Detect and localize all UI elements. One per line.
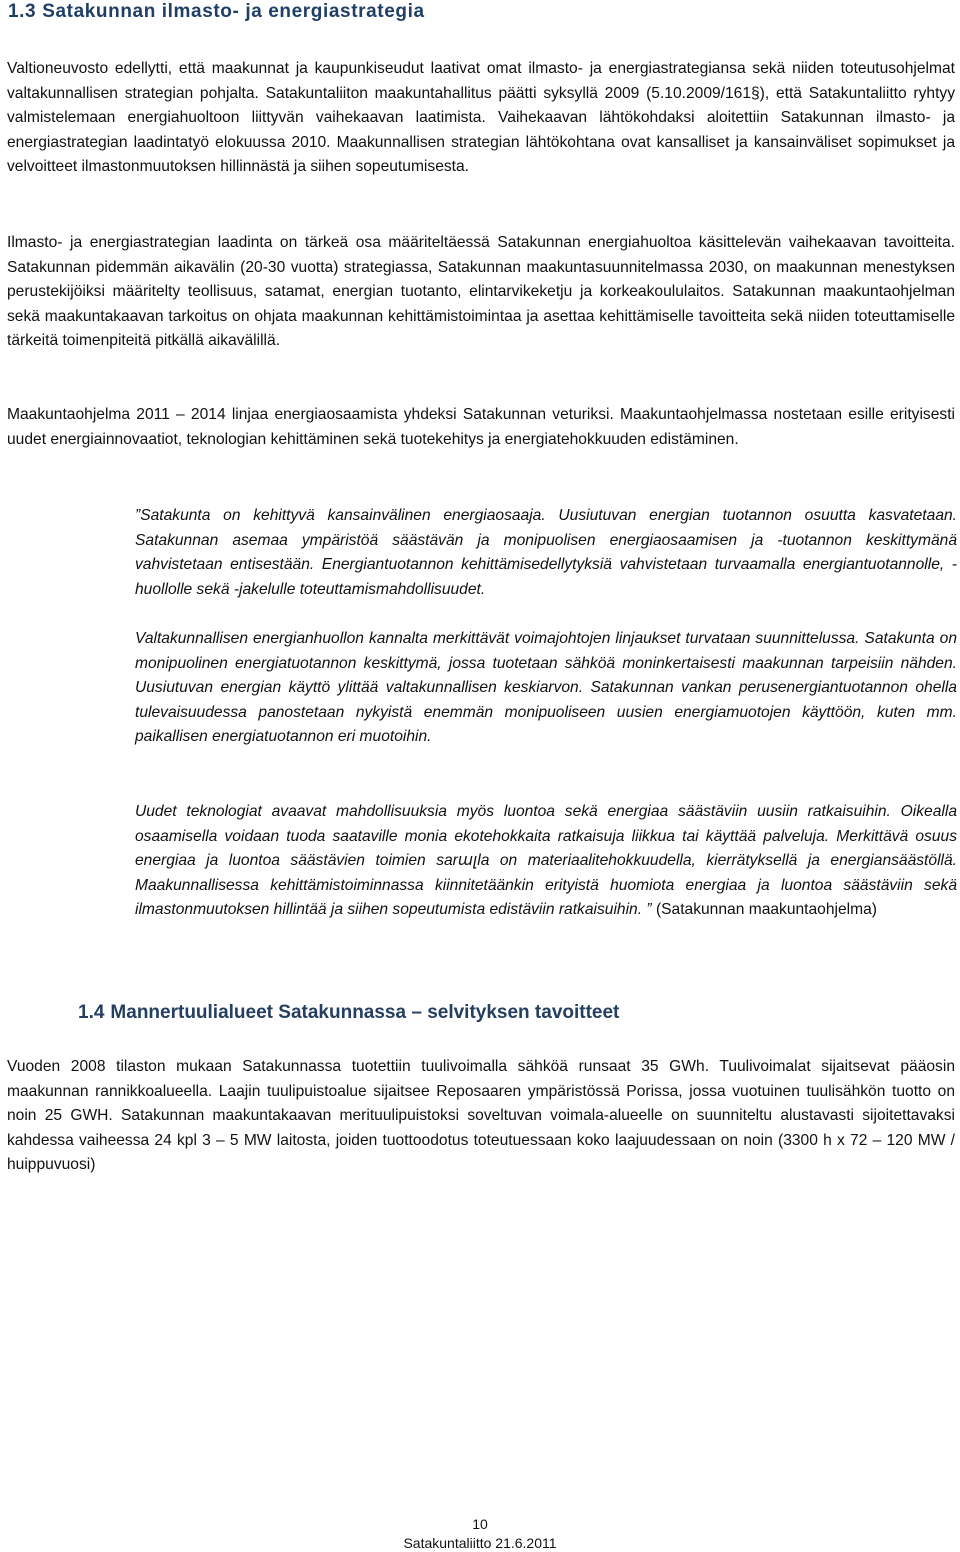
page-number: 10 <box>472 1516 488 1532</box>
quote-text: Uudet teknologiat avaavat mahdollisuuksia myös luontoa sekä energiaa säästäviin uusiin ratkaisuihin. Oikealla osaamisella voidaan tuoda saataville monia ekotehokkaita ratkaisuja liikkua tai käyttää palveluja. Merkittävä osuus energiaa ja luontoa säästävien toimien sarալla on materiaalitehokkuudella, kierrätyksellä ja energiansäästöllä. Maakunnallisessa kehittämistoiminnassa kiinnitetäänkin erityistä huomiota energiaa ja luontoa säästäviin sekä ilmastonmuutoksen hillintää ja siihen sopeutumista edistäviin ratkaisuihin. ” <box>135 803 957 919</box>
section-heading-1-3 <box>8 1 425 23</box>
section-number: 1.4 <box>78 1002 105 1023</box>
footer-text: Satakuntaliitto 21.6.2011 <box>403 1535 557 1551</box>
body-paragraph: Vuoden 2008 tilaston mukaan Satakunnassa tuotettiin tuulivoimalla sähköä runsaat 35 GWh. Tuulivoimalat sijaitsevat pääosin maakunnan rannikkoalueella. Laajin tuulipuistoalue sijaitsee Reposaaren ympäristössä Porissa, jossa vuotuinen tuulisähkön tuotto on noin 25 GWH. Satakunnan maakuntakaavan merituulipuistoksi soveltuvan voimala-alueelle on suunniteltu alustavasti sijoitettavaksi kahdessa vaiheessa 24 kpl 3 – 5 MW laitosta, joiden tuottoodotus toteutuessaan koko laajuudessaan on noin (3300 h x 72 – 120 MW / huippuvuosi) <box>7 1058 955 1174</box>
section-title: Satakunnan ilmasto- ja energiastrategia <box>42 1 425 22</box>
section-number: 1.3 <box>8 1 37 22</box>
section-heading-1-4 <box>78 1002 619 1024</box>
body-paragraph: Valtioneuvosto edellytti, että maakunnat ja kaupunkiseudut laativat omat ilmasto- ja energiastrategiansa sekä niiden toteutusohjelmat valtakunnallisen strategian pohjalta. Satakuntaliiton maakuntahallitus päätti syksyllä 2009 (5.10.2009/161§), että Satakuntaliitto ryhtyy valmistelemaan energiahuoltoon liittyvän vaihekaavan laatimista. Vaihekaavan lähtökohdaksi aloitettiin Satakunnan ilmasto- ja energiastrategian laadintatyö elokuussa 2010. Maakunnallisen strategian lähtökohtana ovat kansalliset ja kansainväliset sopimukset ja velvoitteet ilmastonmuutoksen hillinnästä ja siihen sopeutumisesta. <box>7 60 955 176</box>
quote-source: (Satakunnan maakuntaohjelma) <box>655 901 877 919</box>
quote-paragraph: ”Satakunta on kehittyvä kansainvälinen energiaosaaja. Uusiutuvan energian tuotannon osuutta kasvatetaan. Satakunnan asemaa ympäristöä säästävän ja monipuolisen energiaosaamisen ja -tuotannon keskittymänä vahvistetaan entisestään. Energiantuotannon kehittämisedellytyksiä vahvistetaan turvaamalla energiantuotannolle, -huollolle sekä -jakelulle toteuttamismahdollisuudet. <box>135 507 957 598</box>
section-title: Mannertuulialueet Satakunnassa – selvityksen tavoitteet <box>110 1002 620 1023</box>
quote-paragraph: Valtakunnallisen energianhuollon kannalta merkittävät voimajohtojen linjaukset turvataan suunnittelussa. Satakunta on monipuolinen energiatuotannon keskittymä, jossa tuotetaan sähköä moninkertaisesti maakunnan tarpeisiin nähden. Uusiutuvan energian käyttö ylittää valtakunnallisen keskiarvon. Satakunnan vankan perusenergiantuotannon ohella tulevaisuudessa panostetaan nykyistä enemmän monipuoliseen uusien energiamuotojen käyttöön, kuten mm. paikallisen energiatuotannon eri muotoihin. <box>135 630 957 746</box>
quote-paragraph <box>135 800 957 923</box>
body-paragraph: Ilmasto- ja energiastrategian laadinta on tärkeä osa määriteltäessä Satakunnan energiahuoltoa käsittelevän vaihekaavan tavoitteita. Satakunnan pidemmän aikavälin (20-30 vuotta) strategiassa, Satakunnan maakuntasuunnitelmassa 2030, on maakunnan menestyksen perustekijöiksi määritelty teollisuus, satamat, energian tuotanto, elintarvikeketju ja korkeakoululaitos. Satakunnan maakuntaohjelman sekä maakuntakaavan tarkoitus on ohjata maakunnan kehittämistoimintaa ja asettaa kehittämiselle tavoitteita sekä niiden toteuttamiselle tärkeitä toimenpiteitä pitkällä aikavälillä. <box>7 234 955 350</box>
body-paragraph: Maakuntaohjelma 2011 – 2014 linjaa energiaosaamista yhdeksi Satakunnan veturiksi. Maakuntaohjelmassa nostetaan esille erityisesti uudet energiainnovaatiot, teknologian kehittäminen sekä tuotekehitys ja energiatehokkuuden edistäminen. <box>7 406 955 448</box>
